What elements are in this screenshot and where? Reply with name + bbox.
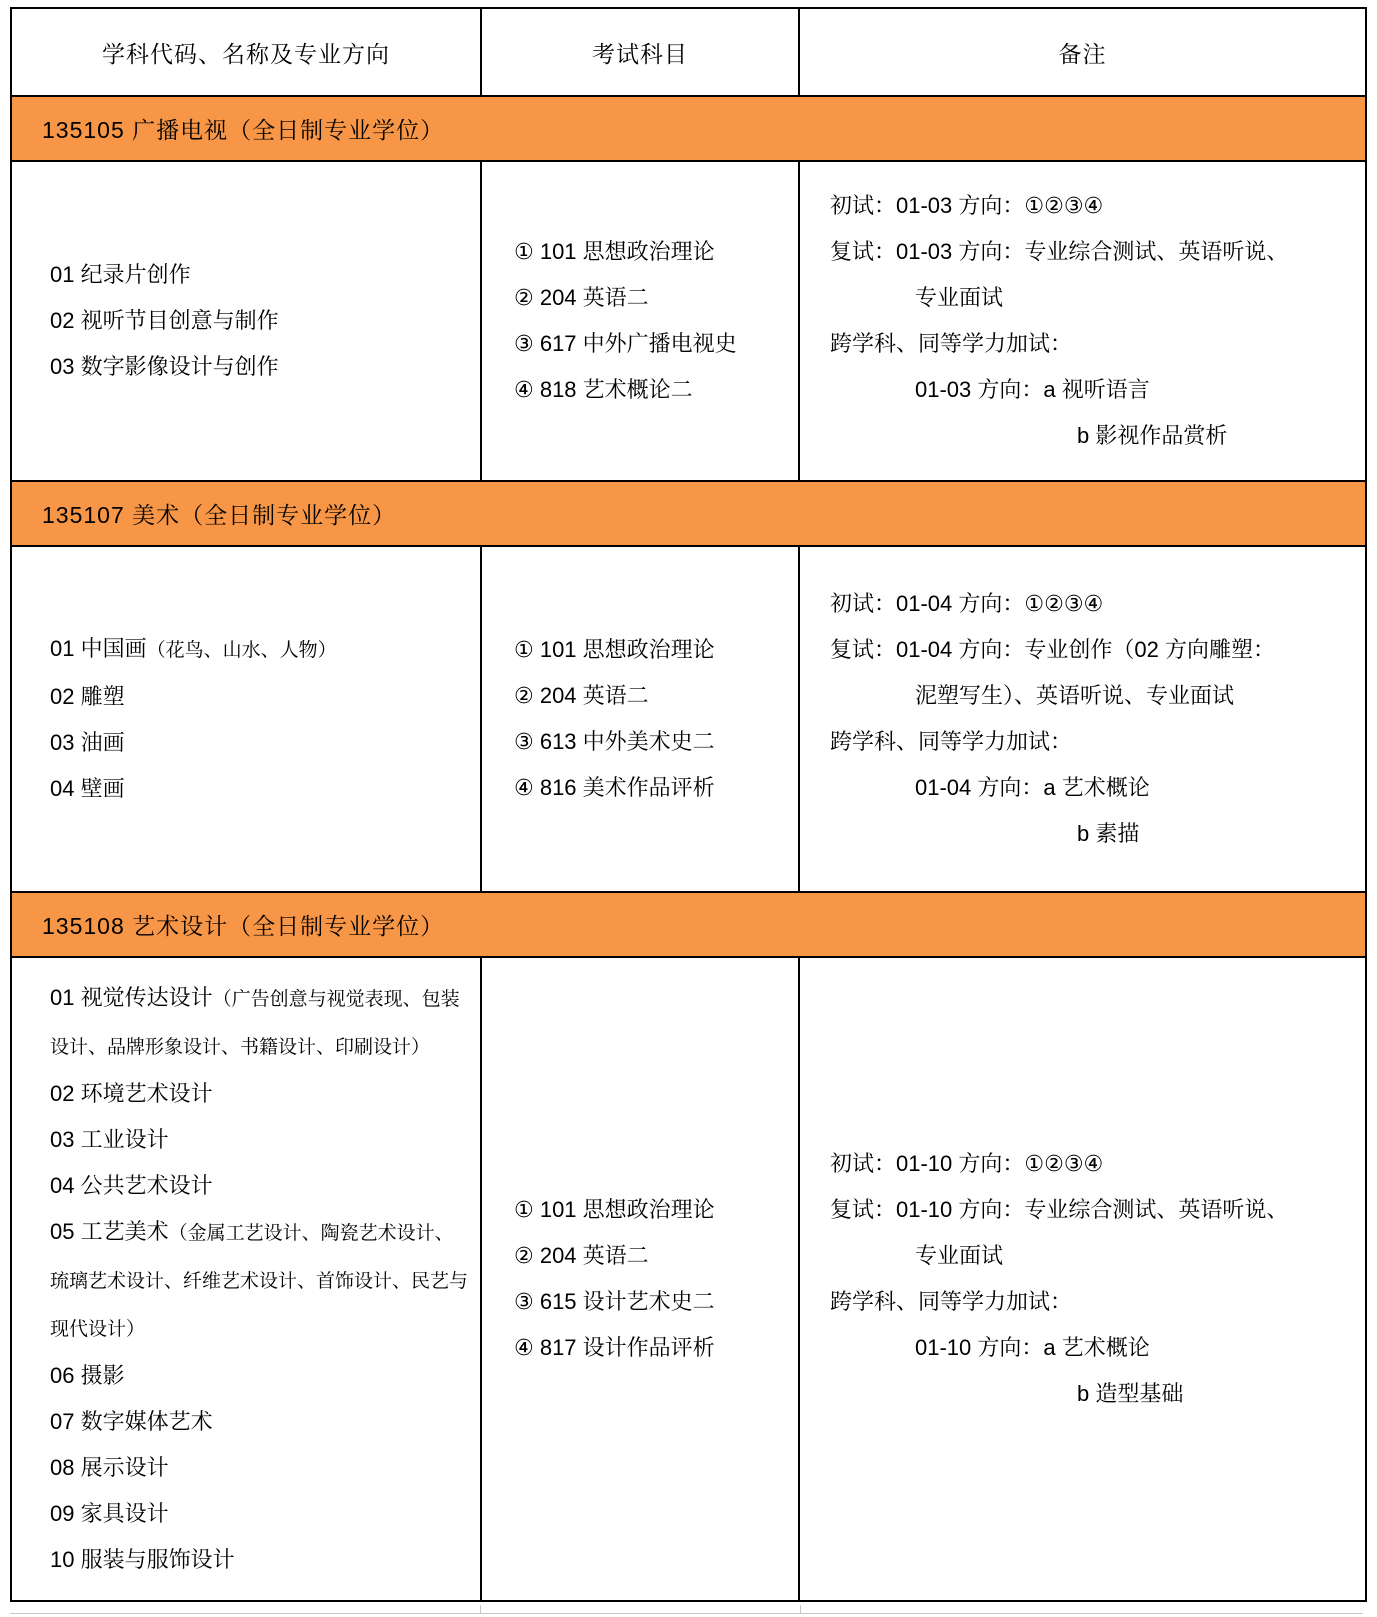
subject-item: ③ 613 中外美术史二 <box>514 729 715 754</box>
subjects-cell <box>482 162 800 480</box>
remark-line: b 造型基础 <box>1077 1381 1184 1406</box>
remark-line: 泥塑写生）、英语听说、专业面试 <box>915 683 1235 708</box>
major-item <box>50 1163 472 1209</box>
subject-item: ① 101 思想政治理论 <box>514 239 715 264</box>
subject-item: ① 101 思想政治理论 <box>514 1197 715 1222</box>
major-text: 02 雕塑 <box>50 684 125 709</box>
major-item <box>50 344 472 390</box>
remark-line: 复试：01-10 方向：专业综合测试、英语听说、 <box>830 1197 1289 1222</box>
remark-line: 跨学科、同等学力加试： <box>830 1289 1073 1314</box>
subjects-cell <box>482 547 800 891</box>
major-item <box>50 626 472 674</box>
header-remarks-column: 备注 <box>1058 40 1107 67</box>
remark-line: 跨学科、同等学力加试： <box>830 331 1073 356</box>
major-text: 08 展示设计 <box>50 1455 169 1480</box>
major-text: 10 服装与服饰设计 <box>50 1547 235 1572</box>
major-text: 01 纪录片创作 <box>50 262 191 287</box>
subject-item: ① 101 思想政治理论 <box>514 637 715 662</box>
remark-line: 复试：01-03 方向：专业综合测试、英语听说、 <box>830 239 1289 264</box>
section-band-135105: 135105 广播电视（全日制专业学位） <box>12 97 1365 162</box>
majors-cell <box>12 958 482 1600</box>
remark-line: 01-04 方向：a 艺术概论 <box>915 775 1150 800</box>
remark-line: b 影视作品赏析 <box>1077 423 1228 448</box>
table-header-row <box>12 9 1365 97</box>
subject-item: ④ 818 艺术概论二 <box>514 377 693 402</box>
major-item <box>50 1353 472 1399</box>
major-text: 09 家具设计 <box>50 1501 169 1526</box>
major-text: 02 视听节目创意与制作 <box>50 308 279 333</box>
major-item <box>50 720 472 766</box>
major-text: 05 工艺美术 <box>50 1219 169 1244</box>
major-text: 02 环境艺术设计 <box>50 1081 213 1106</box>
major-item <box>50 298 472 344</box>
major-text: 07 数字媒体艺术 <box>50 1409 213 1434</box>
major-item <box>50 1491 472 1537</box>
major-text: 03 数字影像设计与创作 <box>50 354 279 379</box>
section-row-135108 <box>12 958 1365 1600</box>
subject-item: ② 204 英语二 <box>514 683 649 708</box>
remark-line: 跨学科、同等学力加试： <box>830 729 1073 754</box>
major-item <box>50 766 472 812</box>
section-band-135108: 135108 艺术设计（全日制专业学位） <box>12 893 1365 958</box>
remark-line: 01-03 方向：a 视听语言 <box>915 377 1150 402</box>
major-text: 01 视觉传达设计 <box>50 985 213 1010</box>
admissions-table <box>10 7 1367 1602</box>
major-text: 04 公共艺术设计 <box>50 1173 213 1198</box>
major-item <box>50 1445 472 1491</box>
major-item <box>50 1537 472 1583</box>
majors-cell <box>12 162 482 480</box>
section-band-135107: 135107 美术（全日制专业学位） <box>12 482 1365 547</box>
remark-line: 专业面试 <box>915 1243 1004 1268</box>
section-row-135107 <box>12 547 1365 893</box>
subject-item: ② 204 英语二 <box>514 1243 649 1268</box>
remark-line: 初试：01-04 方向：①②③④ <box>830 591 1104 616</box>
major-item <box>50 252 472 298</box>
section-row-135105 <box>12 162 1365 482</box>
remark-line: 专业面试 <box>915 285 1004 310</box>
subject-item: ③ 617 中外广播电视史 <box>514 331 737 356</box>
remark-line: 01-10 方向：a 艺术概论 <box>915 1335 1150 1360</box>
subject-item: ③ 615 设计艺术史二 <box>514 1289 715 1314</box>
major-text: 03 工业设计 <box>50 1127 169 1152</box>
remarks-cell <box>800 958 1365 1600</box>
remark-line: b 素描 <box>1077 821 1140 846</box>
major-item <box>50 674 472 720</box>
subject-item: ④ 816 美术作品评析 <box>514 775 715 800</box>
subjects-cell <box>482 958 800 1600</box>
major-item <box>50 1117 472 1163</box>
major-item <box>50 975 472 1071</box>
remark-line: 复试：01-04 方向：专业创作（02 方向雕塑： <box>830 637 1275 662</box>
partial-next-row <box>10 1605 1363 1614</box>
remark-line: 初试：01-10 方向：①②③④ <box>830 1151 1104 1176</box>
major-text: 04 壁画 <box>50 776 125 801</box>
major-item <box>50 1209 472 1353</box>
major-item <box>50 1071 472 1117</box>
major-text: 01 中国画 <box>50 636 147 661</box>
major-note: （金属工艺设计、陶瓷艺术设计、琉璃艺术设计、纤维艺术设计、首饰设计、民艺与现代设计） <box>50 1223 469 1340</box>
remark-line: 初试：01-03 方向：①②③④ <box>830 193 1104 218</box>
remarks-cell <box>800 162 1365 480</box>
remarks-cell <box>800 547 1365 891</box>
header-major-column: 学科代码、名称及专业方向 <box>12 9 482 95</box>
major-item <box>50 1399 472 1445</box>
partial-divider <box>800 1605 801 1613</box>
major-text: 06 摄影 <box>50 1363 125 1388</box>
subject-item: ② 204 英语二 <box>514 285 649 310</box>
major-text: 03 油画 <box>50 730 125 755</box>
major-note: （花鸟、山水、人物） <box>146 640 337 661</box>
header-subjects-column: 考试科目 <box>482 9 800 95</box>
major-note: （广告创意与视觉表现、包装设计、品牌形象设计、书籍设计、印刷设计） <box>50 989 460 1058</box>
partial-divider <box>480 1605 481 1613</box>
majors-cell <box>12 547 482 891</box>
subject-item: ④ 817 设计作品评析 <box>514 1335 715 1360</box>
